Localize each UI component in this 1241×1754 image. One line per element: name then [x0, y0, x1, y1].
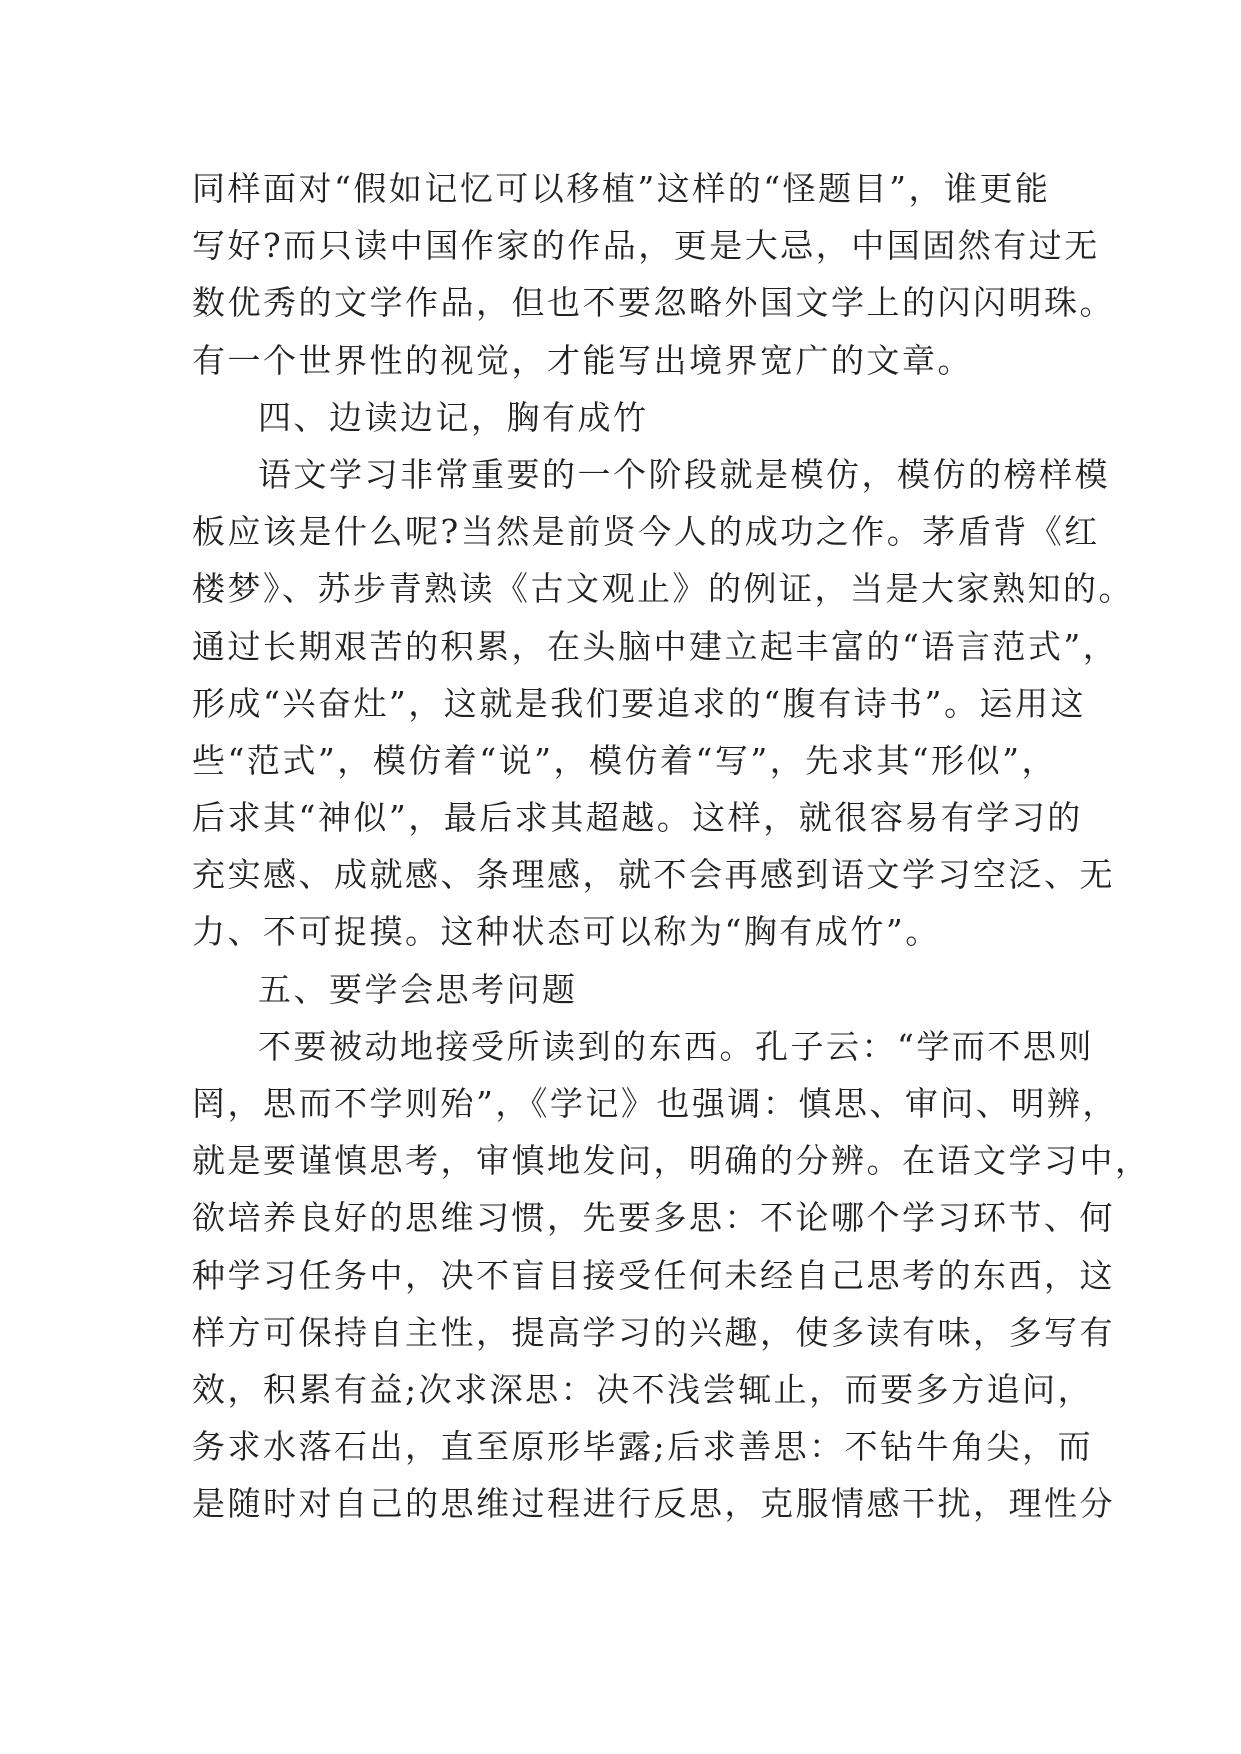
text-line: 是随时对自己的思维过程进行反思，克服情感干扰，理性分	[192, 1484, 1115, 1524]
paragraph-first-line: 四、边读边记，胸有成竹	[258, 397, 649, 437]
text-line: 有一个世界性的视觉，才能写出境界宽广的文章。	[192, 340, 973, 380]
text-line: 务求水落石出，直至原形毕露;后求善思：不钻牛角尖，而	[192, 1427, 1094, 1467]
paragraph-first-line: 语文学习非常重要的一个阶段就是模仿，模仿的榜样模	[258, 454, 1110, 494]
text-line: 同样面对“假如记忆可以移植”这样的“怪题目”，谁更能	[192, 169, 1051, 208]
text-line: 写好?而只读中国作家的作品，更是大忌，中国固然有过无	[192, 226, 1100, 266]
text-line: 些“范式”，模仿着“说”，模仿着“写”，先求其“形似”，	[192, 740, 1057, 780]
text-line: 就是要谨慎思考，审慎地发问，明确的分辨。在语文学习中，	[192, 1141, 1151, 1181]
paragraph-first-line: 五、要学会思考问题	[258, 969, 578, 1009]
text-line: 力、不可捉摸。这种状态可以称为“胸有成竹”。	[192, 912, 941, 952]
text-line: 充实感、成就感、条理感，就不会再感到语文学习空泛、无	[192, 855, 1115, 895]
text-line: 后求其“神似”，最后求其超越。这样，就很容易有学习的	[192, 798, 1083, 838]
text-line: 通过长期艰苦的积累，在头脑中建立起丰富的“语言范式”，	[192, 626, 1119, 666]
text-line: 数优秀的文学作品，但也不要忽略外国文学上的闪闪明珠。	[192, 283, 1115, 323]
text-line: 罔，思而不学则殆”，《学记》也强调：慎思、审问、明辨，	[192, 1084, 1118, 1123]
paragraph-first-line: 不要被动地接受所读到的东西。孔子云：“学而不思则	[258, 1026, 1094, 1066]
text-line: 样方可保持自主性，提高学习的兴趣，使多读有味，多写有	[192, 1312, 1115, 1352]
text-line: 欲培养良好的思维习惯，先要多思：不论哪个学习环节、何	[192, 1198, 1115, 1238]
text-line: 形成“兴奋灶”，这就是我们要追求的“腹有诗书”。运用这	[192, 683, 1086, 723]
text-line: 效，积累有益;次求深思：决不浅尝辄止，而要多方追问，	[192, 1369, 1094, 1409]
text-line: 板应该是什么呢?当然是前贤今人的成功之作。茅盾背《红	[192, 512, 1100, 552]
document-body	[192, 160, 1151, 1533]
text-line: 种学习任务中，决不盲目接受任何未经自己思考的东西，这	[192, 1255, 1115, 1295]
text-line: 楼梦》、苏步青熟读《古文观止》的例证，当是大家熟知的。	[192, 569, 1134, 609]
